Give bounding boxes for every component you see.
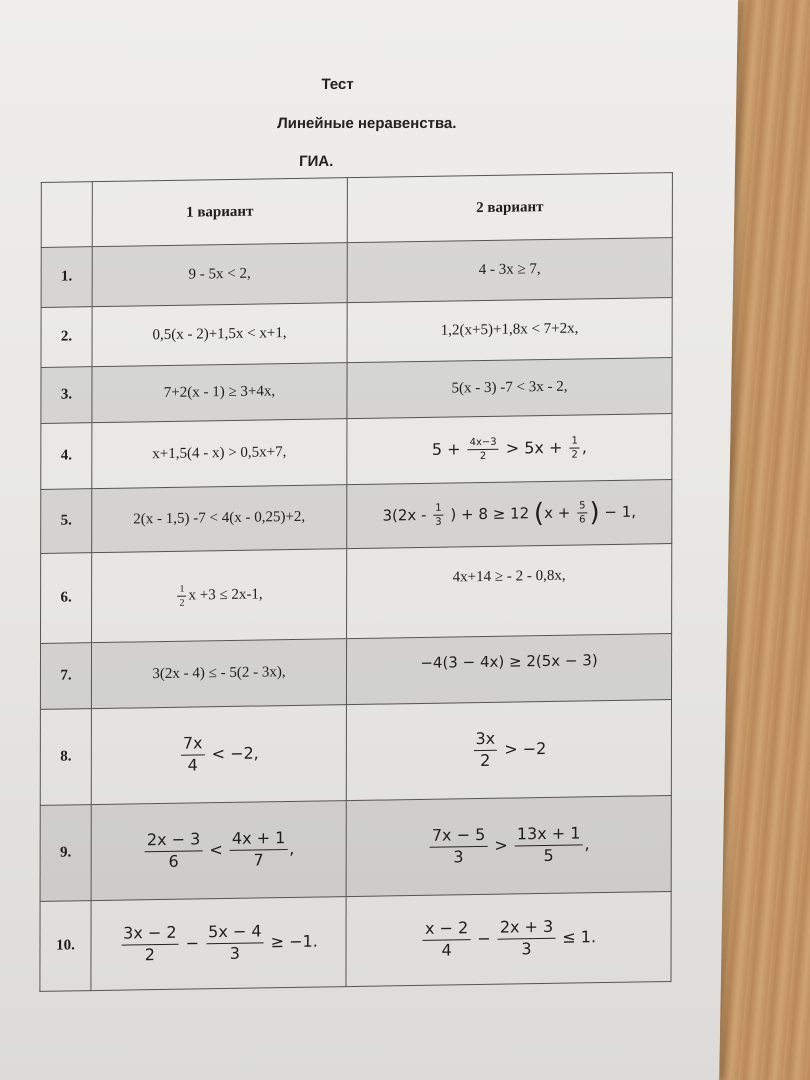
variant-1-task: x+1,5(4 - x) > 0,5x+7,	[92, 419, 347, 489]
page-subtitle: Линейные неравенства.	[277, 115, 457, 132]
exam-label: ГИА.	[298, 153, 334, 170]
variant-2-task: 1,2(x+5)+1,8x < 7+2x,	[347, 298, 672, 363]
variant-2-task: −4(3 − 4x) ≥ 2(5x − 3)	[346, 634, 671, 705]
task-number: 4.	[41, 423, 92, 490]
table-row	[41, 544, 672, 644]
variant-2-task: 4x+14 ≥ - 2 - 0,8x,	[347, 544, 672, 639]
variant-1-task: 7+2(x - 1) ≥ 3+4x,	[92, 363, 347, 423]
table-row	[41, 414, 672, 490]
task-number: 3.	[41, 367, 92, 424]
variant-1-task: $\frac{3x - 2}{2}$ − $\frac{5x - 4}{3}$ ≥ −1.	[91, 897, 346, 991]
table-row	[41, 238, 672, 308]
variant-1-task: $\frac{2x - 3}{6}$ < $\frac{4x + 1}{7}$ ,	[91, 801, 346, 901]
variant-2-task: $\frac{3x}{2}$ > −2	[346, 700, 671, 801]
table-row	[41, 480, 672, 554]
table-row	[40, 796, 671, 902]
variant-2-task: $\frac{x - 2}{4}$ − $\frac{2x + 3}{3}$ ≤ 1.	[346, 891, 671, 986]
task-number: 2.	[41, 307, 92, 368]
task-number: 5.	[41, 489, 92, 554]
variant-1-task: 2(x - 1,5) -7 < 4(x - 0,25)+2,	[92, 485, 347, 553]
variant-2-task: 5 + $\frac{4x-3}{2}$ > 5x + $\frac{1}{2}$ ,	[347, 414, 672, 485]
header-variant-1: 1 вариант	[92, 178, 347, 247]
task-number: 1.	[41, 247, 92, 308]
variant-2-task: 5(x - 3) -7 < 3x - 2,	[347, 358, 672, 419]
task-number: 9.	[40, 805, 91, 902]
task-number: 6.	[41, 553, 92, 644]
table-row	[40, 700, 671, 806]
variant-1-task: 0,5(x - 2)+1,5x < x+1,	[92, 303, 347, 367]
variant-1-task: $\frac{7x}{4}$ < −2,	[91, 705, 346, 805]
table-row	[40, 634, 671, 710]
variant-2-task: 3(2x - $\frac{1}{3}$ ) + 8 ≥ 12 (x + $\frac{5}{6}$ ) − 1,	[347, 480, 672, 549]
task-number: 8.	[40, 709, 91, 806]
header-number-cell	[41, 182, 92, 248]
table-header-row	[41, 173, 672, 248]
test-table	[39, 172, 673, 992]
task-number: 10.	[40, 901, 91, 992]
table-row	[41, 358, 672, 424]
variant-2-task: 4 - 3x ≥ 7,	[347, 238, 672, 303]
variant-2-task: $\frac{7x - 5}{3}$ > $\frac{13x + 1}{5}$ ,	[346, 796, 671, 897]
table-row	[41, 298, 672, 368]
variant-1-task: 9 - 5x < 2,	[92, 243, 347, 307]
task-number: 7.	[40, 643, 91, 710]
table-row	[40, 891, 671, 991]
variant-1-task: 3(2x - 4) ≤ - 5(2 - 3x),	[91, 639, 346, 709]
variant-1-task: $\frac{1}{2}$ x +3 ≤ 2x-1,	[92, 549, 347, 643]
header-variant-2: 2 вариант	[347, 173, 672, 243]
page-title: Тест	[321, 76, 354, 93]
